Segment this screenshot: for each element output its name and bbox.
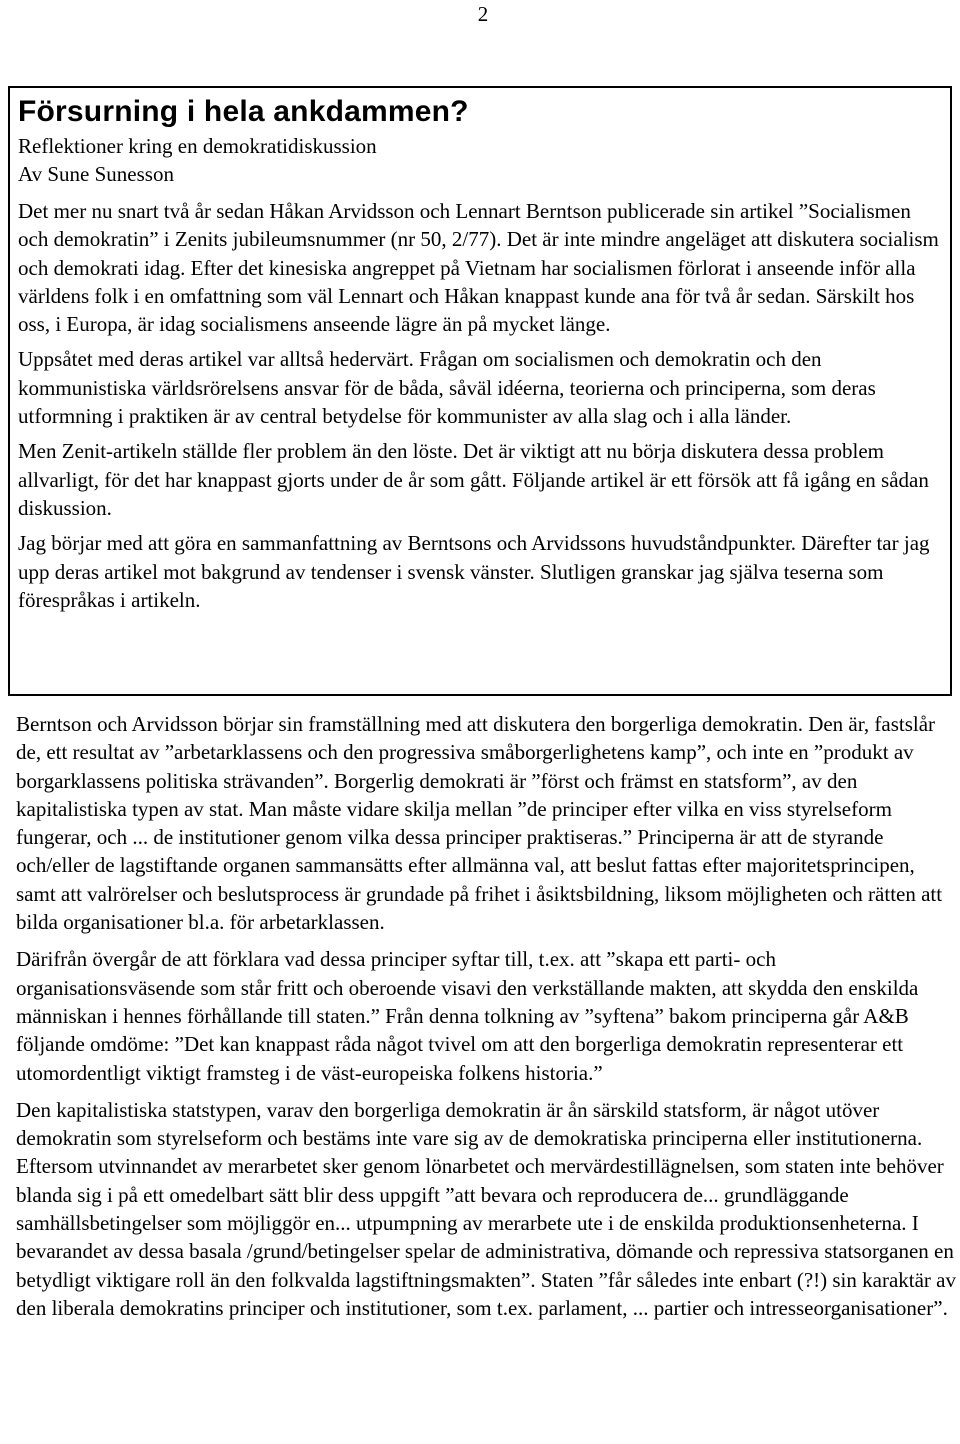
article-author: Av Sune Sunesson <box>18 162 174 186</box>
body-paragraph: Berntson och Arvidsson börjar sin framställning med att diskutera den borgerliga demokratin. Den är, fastslår de, ett resultat av ”arbetarklassens och den progressiva småborgerlighetens kamp”, och inte en ”produkt av borgarklassens politiska strävanden”. Borgerlig demokrati är ”först och främst en statsform”, av den kapitalistiska typen av stat. Man måste vidare skilja mellan ”de principer efter vilka en viss styrelseform fungerar, och ... de institutioner genom vilka dessa principer praktiseras.” Principerna är att de styrande och/eller de lagstiftande organen sammansätts efter allmänna val, att beslut fattas efter majoritetsprincipen, samt att valrörelser och beslutsprocess är grundade på frihet i åsiktsbildning, liksom möjligheten och rätten att bilda organisationer bl.a. för arbetarklassen. <box>16 712 943 935</box>
article-title: Försurning i hela ankdammen? <box>18 95 469 128</box>
body-paragraph: Därifrån övergår de att förklara vad dessa principer syftar till, t.ex. att ”skapa ett parti- och organisationsväsende som står fritt och oberoende visavi den verkställande makten, att skydda den enskilda människan i hennes förhållande till staten.” Från denna tolkning av ”syftena” bakom principerna går A&B följande omdöme: ”Det kan knappast råda något tvivel om att den borgerliga demokratin representerar ett utomordentligt viktigt framsteg i de väst-europeiska folkens historia.” <box>16 947 919 1085</box>
intro-paragraph: Uppsåtet med deras artikel var alltså hedervärt. Frågan om socialismen och demokratin och den kommunistiska världsrörelsens ansvar för de båda, såväl idéerna, teorierna och principerna, som deras utformning i praktiken är av central betydelse för kommunister av alla slag och i alla länder. <box>18 347 876 429</box>
article-body <box>16 710 956 1322</box>
intro-paragraph: Men Zenit-artikeln ställde fler problem än den löste. Det är viktigt att nu börja diskutera dessa problem allvarligt, för det har knappast gjorts under de år som gått. Följande artikel är ett försök att få igång en sådan diskussion. <box>18 439 929 520</box>
article-subtitle: Reflektioner kring en demokratidiskussion <box>18 134 377 158</box>
intro-paragraph: Jag börjar med att göra en sammanfattning av Berntsons och Arvidssons huvudståndpunkter. Därefter tar jag upp deras artikel mot bakgrund av tendenser i svensk vänster. Slutligen granskar jag själva teserna som förespråkas i artikeln. <box>18 531 930 612</box>
page-number: 2 <box>477 2 489 26</box>
intro-paragraph: Det mer nu snart två år sedan Håkan Arvidsson och Lennart Berntson publicerade sin artikel ”Socialismen och demokratin” i Zenits jubileumsnummer (nr 50, 2/77). Det är inte mindre angeläget att diskutera socialism och demokrati idag. Efter det kinesiska angreppet på Vietnam har socialismen förlorat i anseende inför alla världens folk i en omfattning som väl Lennart och Håkan knappast kunde ana för två år sedan. Särskilt hos oss, i Europa, är idag socialismens anseende lägre än på mycket länge. <box>18 199 939 337</box>
intro-box <box>8 86 952 696</box>
body-paragraph: Den kapitalistiska statstypen, varav den borgerliga demokratin är ån särskild statsform, är något utöver demokratin som styrelseform och bestäms inte vare sig av de demokratiska principerna eller institutionerna. Eftersom utvinnandet av merarbetet sker genom lönarbetet och mervärdestillägnelsen, som staten inte behöver blanda sig i på ett omedelbart sätt blir dess uppgift ”att bevara och reproducera de... grundläggande samhällsbetingelser som möjliggör en... utpumpning av merarbete ute i de enskilda produktionsenheterna. I bevarandet av dessa basala /grund/betingelser spelar de administrativa, dömande och repressiva statsorganen en betydligt viktigare roll än den folkvalda lagstiftningsmakten”. Staten ”får således inte enbart (?!) sin karaktär av den liberala demokratins principer och institutioner, som t.ex. parlament, ... partier och intresseorganisationer”. <box>16 1097 956 1320</box>
